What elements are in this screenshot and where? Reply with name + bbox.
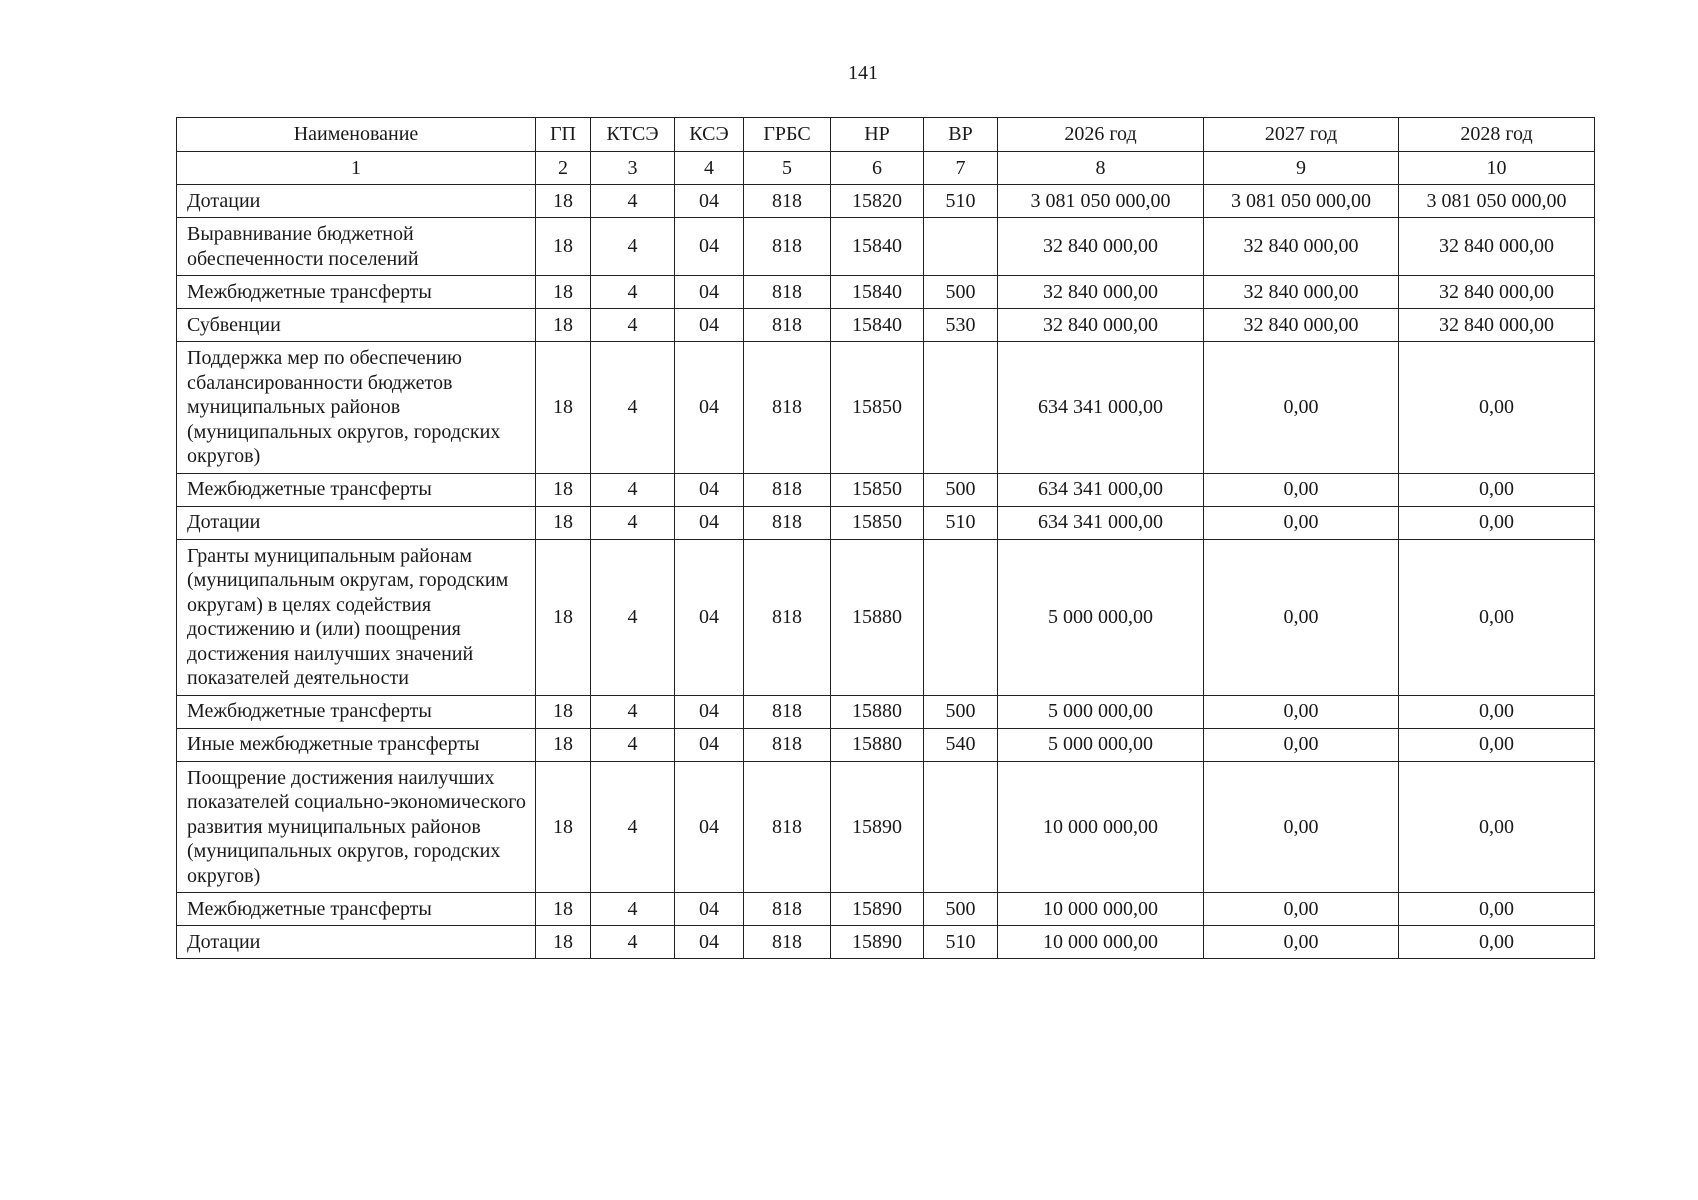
row-2028: 0,00 [1399, 506, 1595, 539]
row-ktse: 4 [591, 761, 675, 893]
row-grbs: 818 [744, 926, 831, 959]
row-ktse: 4 [591, 473, 675, 506]
row-vr [924, 218, 998, 276]
row-2027: 32 840 000,00 [1204, 218, 1399, 276]
row-grbs: 818 [744, 728, 831, 761]
row-nr: 15880 [831, 539, 924, 695]
header-vr: ВР [924, 118, 998, 152]
row-2027: 32 840 000,00 [1204, 309, 1399, 342]
row-vr [924, 539, 998, 695]
row-ktse: 4 [591, 926, 675, 959]
row-2027: 3 081 050 000,00 [1204, 185, 1399, 218]
row-nr: 15840 [831, 309, 924, 342]
row-2027: 0,00 [1204, 539, 1399, 695]
row-nr: 15880 [831, 728, 924, 761]
row-grbs: 818 [744, 473, 831, 506]
row-gp: 18 [536, 276, 591, 309]
row-gp: 18 [536, 218, 591, 276]
row-ktse: 4 [591, 506, 675, 539]
row-ktse: 4 [591, 276, 675, 309]
row-name: Межбюджетные трансферты [177, 473, 536, 506]
row-nr: 15850 [831, 342, 924, 474]
table-row [177, 473, 1595, 506]
row-gp: 18 [536, 761, 591, 893]
row-name: Гранты муниципальным районам (муниципальным округам, городским округам) в целях содействия достижению и (или) поощрения достижения наилучших значений показателей деятельности [177, 539, 536, 695]
row-kse: 04 [675, 695, 744, 728]
row-name: Поощрение достижения наилучших показателей социально-экономического развития муниципальных районов (муниципальных округов, городских округов) [177, 761, 536, 893]
row-vr: 510 [924, 506, 998, 539]
header-ktse: КТСЭ [591, 118, 675, 152]
row-nr: 15850 [831, 473, 924, 506]
row-2026: 5 000 000,00 [998, 539, 1204, 695]
column-number: 3 [591, 152, 675, 185]
row-nr: 15890 [831, 893, 924, 926]
row-2028: 0,00 [1399, 539, 1595, 695]
row-name: Межбюджетные трансферты [177, 695, 536, 728]
row-grbs: 818 [744, 276, 831, 309]
row-gp: 18 [536, 309, 591, 342]
row-vr: 510 [924, 926, 998, 959]
row-gp: 18 [536, 893, 591, 926]
row-name: Дотации [177, 926, 536, 959]
row-gp: 18 [536, 695, 591, 728]
table-row [177, 506, 1595, 539]
row-vr: 500 [924, 473, 998, 506]
row-2027: 0,00 [1204, 893, 1399, 926]
row-2027: 0,00 [1204, 926, 1399, 959]
row-kse: 04 [675, 473, 744, 506]
row-ktse: 4 [591, 893, 675, 926]
row-kse: 04 [675, 309, 744, 342]
row-gp: 18 [536, 473, 591, 506]
row-2028: 32 840 000,00 [1399, 276, 1595, 309]
row-2028: 0,00 [1399, 761, 1595, 893]
row-vr: 540 [924, 728, 998, 761]
row-nr: 15840 [831, 276, 924, 309]
row-vr: 500 [924, 276, 998, 309]
row-2026: 10 000 000,00 [998, 893, 1204, 926]
column-number: 7 [924, 152, 998, 185]
row-ktse: 4 [591, 185, 675, 218]
row-name: Субвенции [177, 309, 536, 342]
row-ktse: 4 [591, 218, 675, 276]
row-gp: 18 [536, 185, 591, 218]
row-2026: 5 000 000,00 [998, 695, 1204, 728]
row-nr: 15880 [831, 695, 924, 728]
header-name: Наименование [177, 118, 536, 152]
header-nr: НР [831, 118, 924, 152]
column-number: 1 [177, 152, 536, 185]
row-gp: 18 [536, 539, 591, 695]
header-grbs: ГРБС [744, 118, 831, 152]
table-row [177, 695, 1595, 728]
row-2028: 3 081 050 000,00 [1399, 185, 1595, 218]
table-row [177, 539, 1595, 695]
table-row [177, 761, 1595, 893]
row-2028: 0,00 [1399, 893, 1595, 926]
column-number-row [177, 152, 1595, 185]
row-2027: 0,00 [1204, 728, 1399, 761]
row-2027: 0,00 [1204, 342, 1399, 474]
row-2026: 32 840 000,00 [998, 309, 1204, 342]
row-vr: 510 [924, 185, 998, 218]
row-2028: 0,00 [1399, 342, 1595, 474]
header-2028: 2028 год [1399, 118, 1595, 152]
column-number: 9 [1204, 152, 1399, 185]
row-2026: 634 341 000,00 [998, 506, 1204, 539]
row-ktse: 4 [591, 539, 675, 695]
header-2027: 2027 год [1204, 118, 1399, 152]
row-gp: 18 [536, 342, 591, 474]
table-row [177, 728, 1595, 761]
row-2026: 10 000 000,00 [998, 926, 1204, 959]
row-kse: 04 [675, 276, 744, 309]
row-grbs: 818 [744, 695, 831, 728]
row-kse: 04 [675, 893, 744, 926]
row-2027: 32 840 000,00 [1204, 276, 1399, 309]
row-grbs: 818 [744, 893, 831, 926]
row-2028: 32 840 000,00 [1399, 309, 1595, 342]
row-2026: 32 840 000,00 [998, 218, 1204, 276]
row-kse: 04 [675, 506, 744, 539]
row-2026: 3 081 050 000,00 [998, 185, 1204, 218]
row-vr: 500 [924, 893, 998, 926]
row-2028: 32 840 000,00 [1399, 218, 1595, 276]
row-2028: 0,00 [1399, 473, 1595, 506]
row-kse: 04 [675, 761, 744, 893]
column-number: 5 [744, 152, 831, 185]
row-grbs: 818 [744, 309, 831, 342]
column-number: 6 [831, 152, 924, 185]
row-vr [924, 761, 998, 893]
row-nr: 15850 [831, 506, 924, 539]
row-grbs: 818 [744, 506, 831, 539]
row-2027: 0,00 [1204, 473, 1399, 506]
row-ktse: 4 [591, 342, 675, 474]
row-name: Поддержка мер по обеспечению сбалансированности бюджетов муниципальных районов (муниципальных округов, городских округов) [177, 342, 536, 474]
row-2026: 634 341 000,00 [998, 342, 1204, 474]
header-gp: ГП [536, 118, 591, 152]
row-name: Дотации [177, 506, 536, 539]
row-nr: 15890 [831, 761, 924, 893]
row-name: Иные межбюджетные трансферты [177, 728, 536, 761]
row-2027: 0,00 [1204, 695, 1399, 728]
column-number: 2 [536, 152, 591, 185]
table-row [177, 893, 1595, 926]
row-2026: 32 840 000,00 [998, 276, 1204, 309]
row-2026: 10 000 000,00 [998, 761, 1204, 893]
row-name: Межбюджетные трансферты [177, 276, 536, 309]
row-grbs: 818 [744, 539, 831, 695]
row-name: Межбюджетные трансферты [177, 893, 536, 926]
row-2027: 0,00 [1204, 761, 1399, 893]
header-kse: КСЭ [675, 118, 744, 152]
table-row [177, 218, 1595, 276]
row-grbs: 818 [744, 761, 831, 893]
row-2028: 0,00 [1399, 728, 1595, 761]
row-ktse: 4 [591, 695, 675, 728]
column-number: 8 [998, 152, 1204, 185]
column-number: 10 [1399, 152, 1595, 185]
row-kse: 04 [675, 342, 744, 474]
row-gp: 18 [536, 506, 591, 539]
row-2027: 0,00 [1204, 506, 1399, 539]
table-row [177, 276, 1595, 309]
row-gp: 18 [536, 728, 591, 761]
row-vr: 500 [924, 695, 998, 728]
table-row [177, 185, 1595, 218]
row-nr: 15890 [831, 926, 924, 959]
row-kse: 04 [675, 728, 744, 761]
row-2028: 0,00 [1399, 695, 1595, 728]
row-kse: 04 [675, 185, 744, 218]
row-ktse: 4 [591, 728, 675, 761]
header-row [177, 118, 1595, 152]
row-grbs: 818 [744, 342, 831, 474]
column-number: 4 [675, 152, 744, 185]
row-kse: 04 [675, 539, 744, 695]
row-grbs: 818 [744, 218, 831, 276]
row-2026: 5 000 000,00 [998, 728, 1204, 761]
row-grbs: 818 [744, 185, 831, 218]
row-nr: 15840 [831, 218, 924, 276]
row-ktse: 4 [591, 309, 675, 342]
header-2026: 2026 год [998, 118, 1204, 152]
row-vr [924, 342, 998, 474]
row-name: Выравнивание бюджетной обеспеченности поселений [177, 218, 536, 276]
row-kse: 04 [675, 926, 744, 959]
budget-table [176, 117, 1595, 959]
page-number: 141 [848, 62, 878, 84]
row-name: Дотации [177, 185, 536, 218]
row-vr: 530 [924, 309, 998, 342]
row-kse: 04 [675, 218, 744, 276]
row-gp: 18 [536, 926, 591, 959]
row-nr: 15820 [831, 185, 924, 218]
table-row [177, 926, 1595, 959]
row-2028: 0,00 [1399, 926, 1595, 959]
table-row [177, 309, 1595, 342]
table-row [177, 342, 1595, 474]
row-2026: 634 341 000,00 [998, 473, 1204, 506]
